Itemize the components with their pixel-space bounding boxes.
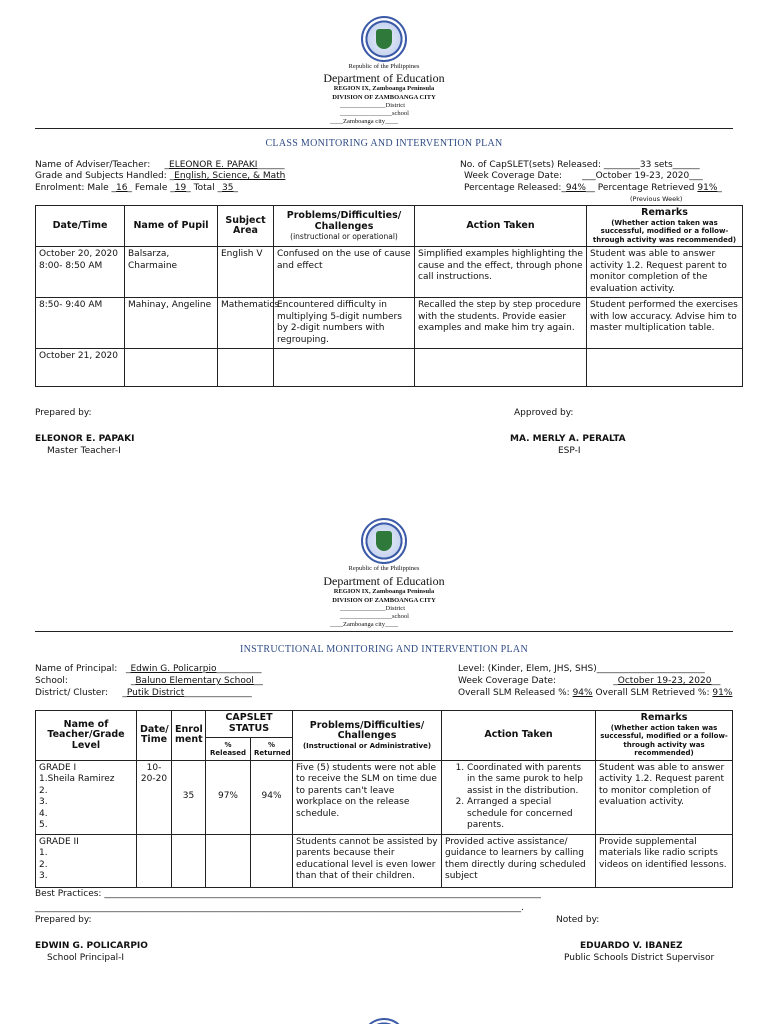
cell-problem [274,349,415,387]
table-row [36,247,743,298]
department-title: Department of Education [323,71,445,85]
col-capslet-status: CAPSLET STATUS [206,711,293,738]
header-rule [35,631,733,632]
header-rule [35,128,733,129]
col-date: Date/Time [36,206,125,247]
deped-seal-logo [361,16,407,62]
cell-released: 97% [206,760,251,834]
col-released: % Released [206,737,251,760]
cell-returned [251,834,293,887]
cell-problem: Students cannot be assisted by parents because their educational level is even lower than that of their children. [293,834,442,887]
preparer-name: ELEONOR E. PAPAKI [35,434,135,444]
plan1-title: CLASS MONITORING AND INTERVENTION PLAN [265,138,503,149]
table-header-row [36,711,733,738]
region-text: REGION IX, Zamboanga Peninsula [333,588,435,595]
enrolment-row: Enrolment: Male _16_ Female _19_ Total _35_ [35,183,238,193]
region-text: REGION IX, Zamboanga Peninsula [333,85,435,92]
department-title: Department of Education [323,574,445,588]
republic-text: Republic of the Philippines [348,63,420,70]
city-line: ____Zamboanga city____ [330,118,399,125]
col-remarks: Remarks (Whether action taken was successful, modified or a follow-through activity was recommended) [596,711,733,761]
cell-remarks: Provide supplemental materials like radio scripts videos on identified lessons. [596,834,733,887]
cell-remarks [587,349,743,387]
district-line: ______________District [340,102,405,109]
principal-row: Name of Principal: _Edwin G. Policarpio__________ [35,664,262,674]
cell-pupil: Mahinay, Angeline [125,298,218,349]
district-line: ______________District [340,605,405,612]
deped-seal-logo [361,1018,407,1024]
table-row [36,298,743,349]
cell-subject: Mathematics [218,298,274,349]
cell-released [206,834,251,887]
adviser-row: Name of Adviser/Teacher: _ELEONOR E. PAPAKI______ [35,160,285,170]
previous-week-note: (Previous Week) [630,195,683,203]
approved-by-label: Approved by: [514,408,574,418]
slm-row: Overall SLM Released %: 94% Overall SLM Retrieved %: 91% [458,688,733,698]
cell-subject [218,349,274,387]
preparer-title: Master Teacher-I [47,446,121,456]
week2-row: Week Coverage Date: _October 19-23, 2020__ [458,676,721,686]
school-row: School: _Baluno Elementary School__ [35,676,263,686]
table-header-row [36,206,743,247]
table-row [36,349,743,387]
cell-problem: Confused on the use of cause and effect [274,247,415,298]
city-line: ____Zamboanga city____ [330,621,399,628]
cell-action: Simplified examples highlighting the cause and the effect, through phone call instructions. [415,247,587,298]
col-pupil: Name of Pupil [125,206,218,247]
class-monitoring-table [35,205,743,387]
cell-teacher: GRADE II 1. 2. 3. [36,834,137,887]
supervisor-name: EDUARDO V. IBANEZ [580,941,683,951]
prepared-by-label: Prepared by: [35,408,92,418]
cell-returned: 94% [251,760,293,834]
school-line: ________________school [340,110,409,117]
cell-problem: Encountered difficulty in multiplying 5-digit numbers by 2-digit numbers with regrouping. [274,298,415,349]
principal-signatory-name: EDWIN G. POLICARPIO [35,941,148,951]
cell-subject: English V [218,247,274,298]
col-teacher: Name of Teacher/Grade Level [36,711,137,761]
division-text: DIVISION OF ZAMBOANGA CITY [332,94,436,101]
cell-pupil [125,349,218,387]
col-date: Date/ Time [137,711,172,761]
col-problems: Problems/Difficulties/ Challenges (instructional or operational) [274,206,415,247]
cell-date: October 21, 2020 [36,349,125,387]
table-row [36,834,733,887]
cell-pupil: Balsarza, Charmaine [125,247,218,298]
cell-action: Provided active assistance/ guidance to learners by calling them directly during scheduled subject [442,834,596,887]
approver-title: ESP-I [558,446,581,456]
col-enrolment: Enrol ment [172,711,206,761]
cell-enrolment: 35 [172,760,206,834]
cell-remarks: Student was able to answer activity 1.2. Request parent to monitor completion of evaluation activity. [596,760,733,834]
action-item: 1. Coordinated with parents in the same purok to help assist in the distribution. [467,763,592,798]
supervisor-title: Public Schools District Supervisor [564,953,715,963]
level-row: Level: (Kinder, Elem, JHS, SHS)________________________ [458,664,705,674]
cell-date: 8:50- 9:40 AM [36,298,125,349]
col-returned: % Returned [251,737,293,760]
cell-problem: Five (5) students were not able to receive the SLM on time due to parents can't leave workplace on the release schedule. [293,760,442,834]
cell-action [415,349,587,387]
cell-action [442,760,596,834]
col-remarks: Remarks (Whether action taken was successful, modified or a follow-through activity was recommended) [587,206,743,247]
cell-teacher: GRADE I 1.Sheila Ramirez 2. 3. 4. 5. [36,760,137,834]
approver-name: MA. MERLY A. PERALTA [510,434,626,444]
cell-date [137,834,172,887]
col-action: Action Taken [415,206,587,247]
district-row: District/ Cluster: _Putik District_______________ [35,688,252,698]
noted-by-label: Noted by: [556,915,600,925]
cell-enrolment [172,834,206,887]
division-text: DIVISION OF ZAMBOANGA CITY [332,597,436,604]
cell-remarks: Student performed the exercises with low accuracy. Advise him to master multiplication table. [587,298,743,349]
instructional-monitoring-table [35,710,733,888]
principal-signatory-title: School Principal-I [47,953,124,963]
table-row [36,760,733,834]
cell-remarks: Student was able to answer activity 1.2. Request parent to monitor completion of the evaluation activity. [587,247,743,298]
school-line: ________________school [340,613,409,620]
action-item: 2. Arranged a special schedule for concerned parents. [467,797,592,832]
deped-seal-logo [361,518,407,564]
col-problems: Problems/Difficulties/ Challenges (Instructional or Administrative) [293,711,442,761]
cell-action: Recalled the step by step procedure with the students. Provide easier examples and make him try again. [415,298,587,349]
col-action: Action Taken [442,711,596,761]
republic-text: Republic of the Philippines [348,565,420,572]
plan2-title: INSTRUCTIONAL MONITORING AND INTERVENTION PLAN [240,644,528,655]
week-row: Week Coverage Date: ___October 19-23, 2020___ [464,171,703,181]
capslet-row: No. of CapSLET(sets) Released: ________33 sets______ [460,160,700,170]
percentage-row: Percentage Released:_94%__ Percentage Retrieved 91%_ [464,183,722,193]
prepared-by-label: Prepared by: [35,915,92,925]
best-practices-line2: ____________________________________________________________________________________________________________. [35,903,524,913]
col-subject: Subject Area [218,206,274,247]
cell-date: 10-20-20 [137,760,172,834]
grade-row: Grade and Subjects Handled: _English, Science, & Math [35,171,286,181]
best-practices-row: Best Practices: _________________________________________________________________________________________________ [35,889,541,899]
cell-date: October 20, 2020 8:00- 8:50 AM [36,247,125,298]
